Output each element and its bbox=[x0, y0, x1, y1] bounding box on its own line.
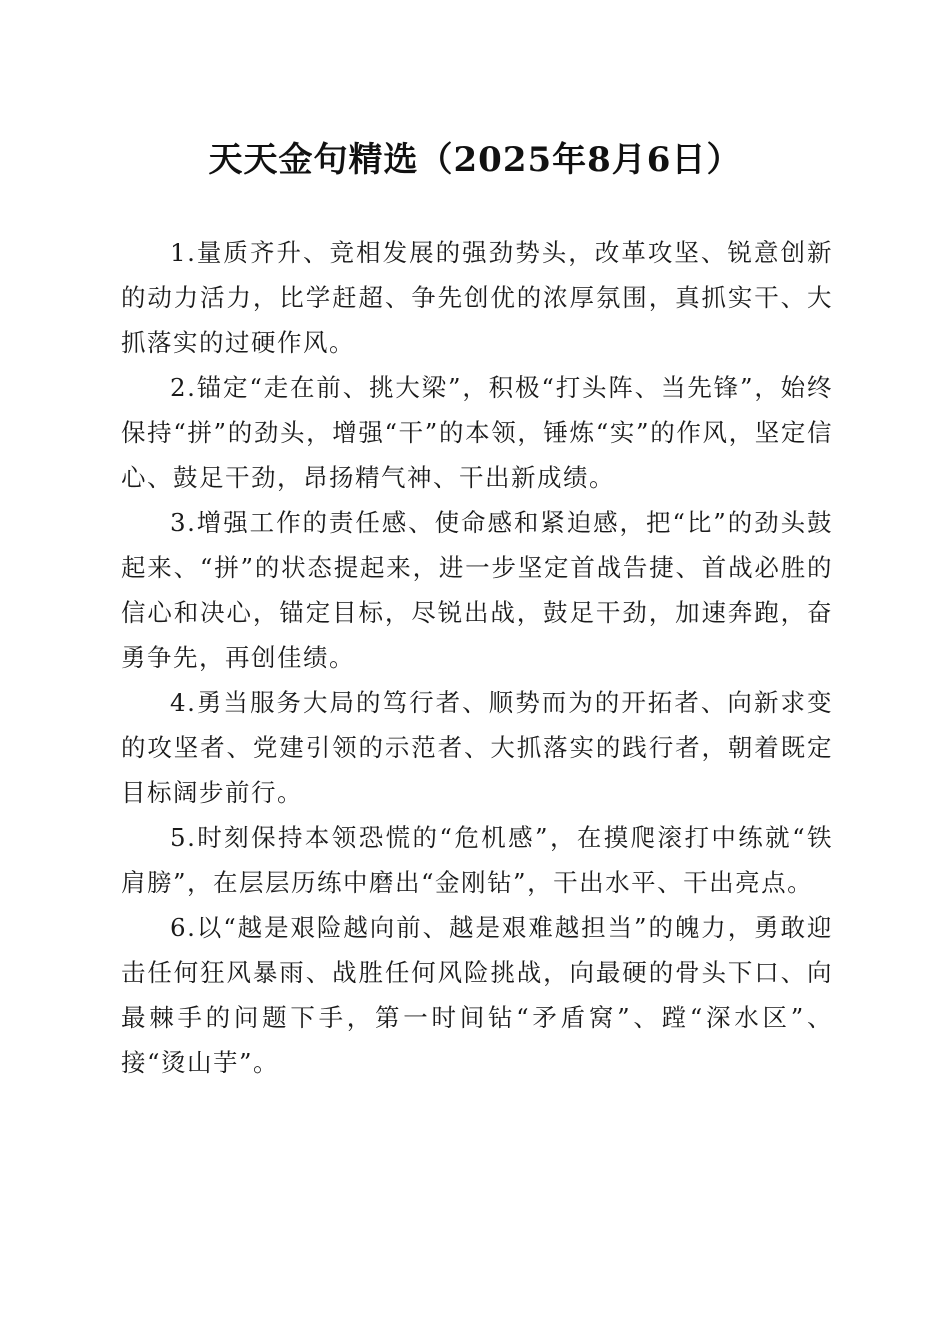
document-body bbox=[121, 230, 833, 1085]
quote-item-6: 6.以“越是艰险越向前、越是艰难越担当”的魄力，勇敢迎击任何狂风暴雨、战胜任何风险挑战，向最硬的骨头下口、向最棘手的问题下手，第一时间钻“矛盾窝”、蹚“深水区”、接“烫山芋”。 bbox=[121, 913, 833, 1077]
quote-item-3: 3.增强工作的责任感、使命感和紧迫感，把“比”的劲头鼓起来、“拼”的状态提起来，进一步坚定首战告捷、首战必胜的信心和决心，锚定目标，尽锐出战，鼓足干劲，加速奔跑，奋勇争先，再创佳绩。 bbox=[121, 508, 833, 672]
quote-item-2: 2.锚定“走在前、挑大梁”，积极“打头阵、当先锋”，始终保持“拼”的劲头，增强“干”的本领，锤炼“实”的作风，坚定信心、鼓足干劲，昂扬精气神、干出新成绩。 bbox=[121, 373, 833, 492]
quote-item-4: 4.勇当服务大局的笃行者、顺势而为的开拓者、向新求变的攻坚者、党建引领的示范者、大抓落实的践行者，朝着既定目标阔步前行。 bbox=[121, 688, 833, 807]
document-title: 天天金句精选（2025年8月6日） bbox=[208, 140, 742, 180]
quote-item-5: 5.时刻保持本领恐慌的“危机感”，在摸爬滚打中练就“铁肩膀”，在层层历练中磨出“金刚钻”，干出水平、干出亮点。 bbox=[121, 823, 833, 897]
quote-item-1: 1.量质齐升、竞相发展的强劲势头，改革攻坚、锐意创新的动力活力，比学赶超、争先创优的浓厚氛围，真抓实干、大抓落实的过硬作风。 bbox=[121, 238, 833, 357]
